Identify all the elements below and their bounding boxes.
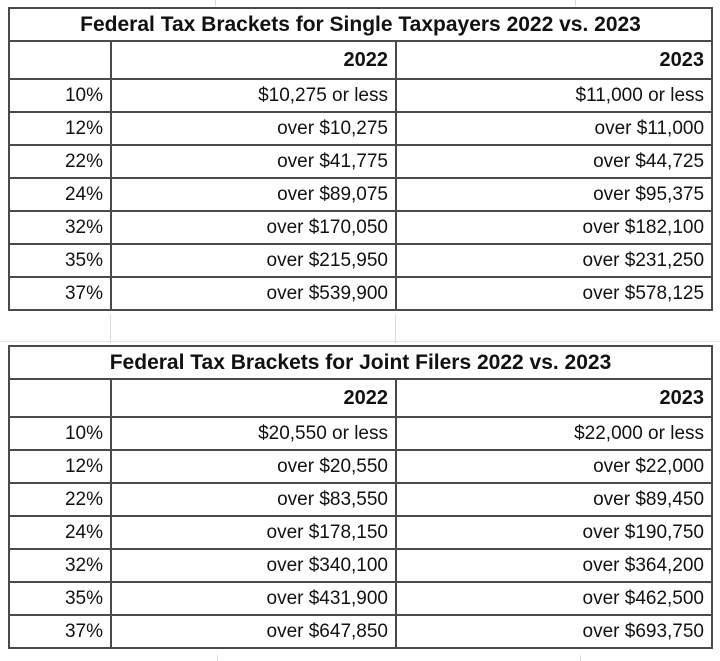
bracket-2022-cell: over $83,550 xyxy=(111,483,396,516)
column-header-2022: 2022 xyxy=(111,41,396,79)
table-row xyxy=(9,79,712,112)
bracket-2023-cell: over $364,200 xyxy=(396,549,712,582)
tax-rate-cell: 22% xyxy=(9,483,111,516)
table-row xyxy=(9,211,712,244)
bracket-2022-cell: over $20,550 xyxy=(111,450,396,483)
table-row xyxy=(9,549,712,582)
table-row xyxy=(9,145,712,178)
table-row xyxy=(9,178,712,211)
bracket-2023-cell: over $44,725 xyxy=(396,145,712,178)
table-row xyxy=(9,417,712,450)
table-row xyxy=(9,277,712,310)
column-header-2023: 2023 xyxy=(396,41,712,79)
table-title-row xyxy=(9,346,712,379)
bracket-2023-cell: over $578,125 xyxy=(396,277,712,310)
tax-rate-cell: 12% xyxy=(9,112,111,145)
joint-table-title: Federal Tax Brackets for Joint Filers 2022 vs. 2023 xyxy=(9,346,712,379)
table-row xyxy=(9,516,712,549)
bracket-2022-cell: over $89,075 xyxy=(111,178,396,211)
bracket-2022-cell: over $431,900 xyxy=(111,582,396,615)
bracket-2023-cell: over $11,000 xyxy=(396,112,712,145)
bracket-2023-cell: over $22,000 xyxy=(396,450,712,483)
tax-rate-cell: 35% xyxy=(9,582,111,615)
bracket-2023-cell: over $462,500 xyxy=(396,582,712,615)
table-row xyxy=(9,450,712,483)
gridline-artifact xyxy=(580,655,581,661)
single-taxpayers-table xyxy=(8,7,713,311)
tax-rate-cell: 37% xyxy=(9,615,111,648)
tax-rate-cell: 32% xyxy=(9,211,111,244)
tax-rate-cell: 10% xyxy=(9,79,111,112)
gridline-artifact xyxy=(110,314,111,343)
bracket-2022-cell: over $647,850 xyxy=(111,615,396,648)
single-table-title: Federal Tax Brackets for Single Taxpayers 2022 vs. 2023 xyxy=(9,8,712,41)
bracket-2022-cell: $10,275 or less xyxy=(111,79,396,112)
tax-rate-cell: 24% xyxy=(9,178,111,211)
tax-rate-cell: 37% xyxy=(9,277,111,310)
tax-rate-cell: 22% xyxy=(9,145,111,178)
bracket-2023-cell: over $231,250 xyxy=(396,244,712,277)
bracket-2023-cell: over $182,100 xyxy=(396,211,712,244)
gridline-artifact xyxy=(215,0,216,6)
bracket-2023-cell: over $95,375 xyxy=(396,178,712,211)
bracket-2022-cell: over $539,900 xyxy=(111,277,396,310)
bracket-2023-cell: over $190,750 xyxy=(396,516,712,549)
tax-rate-cell: 24% xyxy=(9,516,111,549)
tax-rate-cell: 10% xyxy=(9,417,111,450)
bracket-2023-cell: $22,000 or less xyxy=(396,417,712,450)
gridline-artifact xyxy=(575,0,576,6)
bracket-2023-cell: over $693,750 xyxy=(396,615,712,648)
table-row xyxy=(9,582,712,615)
column-header-2023: 2023 xyxy=(396,379,712,417)
table-title-row xyxy=(9,8,712,41)
tax-rate-cell: 12% xyxy=(9,450,111,483)
bracket-2022-cell: over $170,050 xyxy=(111,211,396,244)
bracket-2022-cell: over $340,100 xyxy=(111,549,396,582)
rate-column-header xyxy=(9,41,111,79)
bracket-2022-cell: over $178,150 xyxy=(111,516,396,549)
table-header-row xyxy=(9,41,712,79)
bracket-2023-cell: $11,000 or less xyxy=(396,79,712,112)
table-header-row xyxy=(9,379,712,417)
table-row xyxy=(9,615,712,648)
table-row xyxy=(9,483,712,516)
bracket-2022-cell: over $41,775 xyxy=(111,145,396,178)
joint-filers-table xyxy=(8,345,713,649)
tax-rate-cell: 32% xyxy=(9,549,111,582)
gridline-artifact xyxy=(217,655,218,661)
rate-column-header xyxy=(9,379,111,417)
bracket-2022-cell: over $10,275 xyxy=(111,112,396,145)
bracket-2022-cell: over $215,950 xyxy=(111,244,396,277)
bracket-2022-cell: $20,550 or less xyxy=(111,417,396,450)
gridline-artifact xyxy=(0,341,720,342)
table-row xyxy=(9,244,712,277)
column-header-2022: 2022 xyxy=(111,379,396,417)
bracket-2023-cell: over $89,450 xyxy=(396,483,712,516)
tax-rate-cell: 35% xyxy=(9,244,111,277)
table-row xyxy=(9,112,712,145)
gridline-artifact xyxy=(395,314,396,343)
